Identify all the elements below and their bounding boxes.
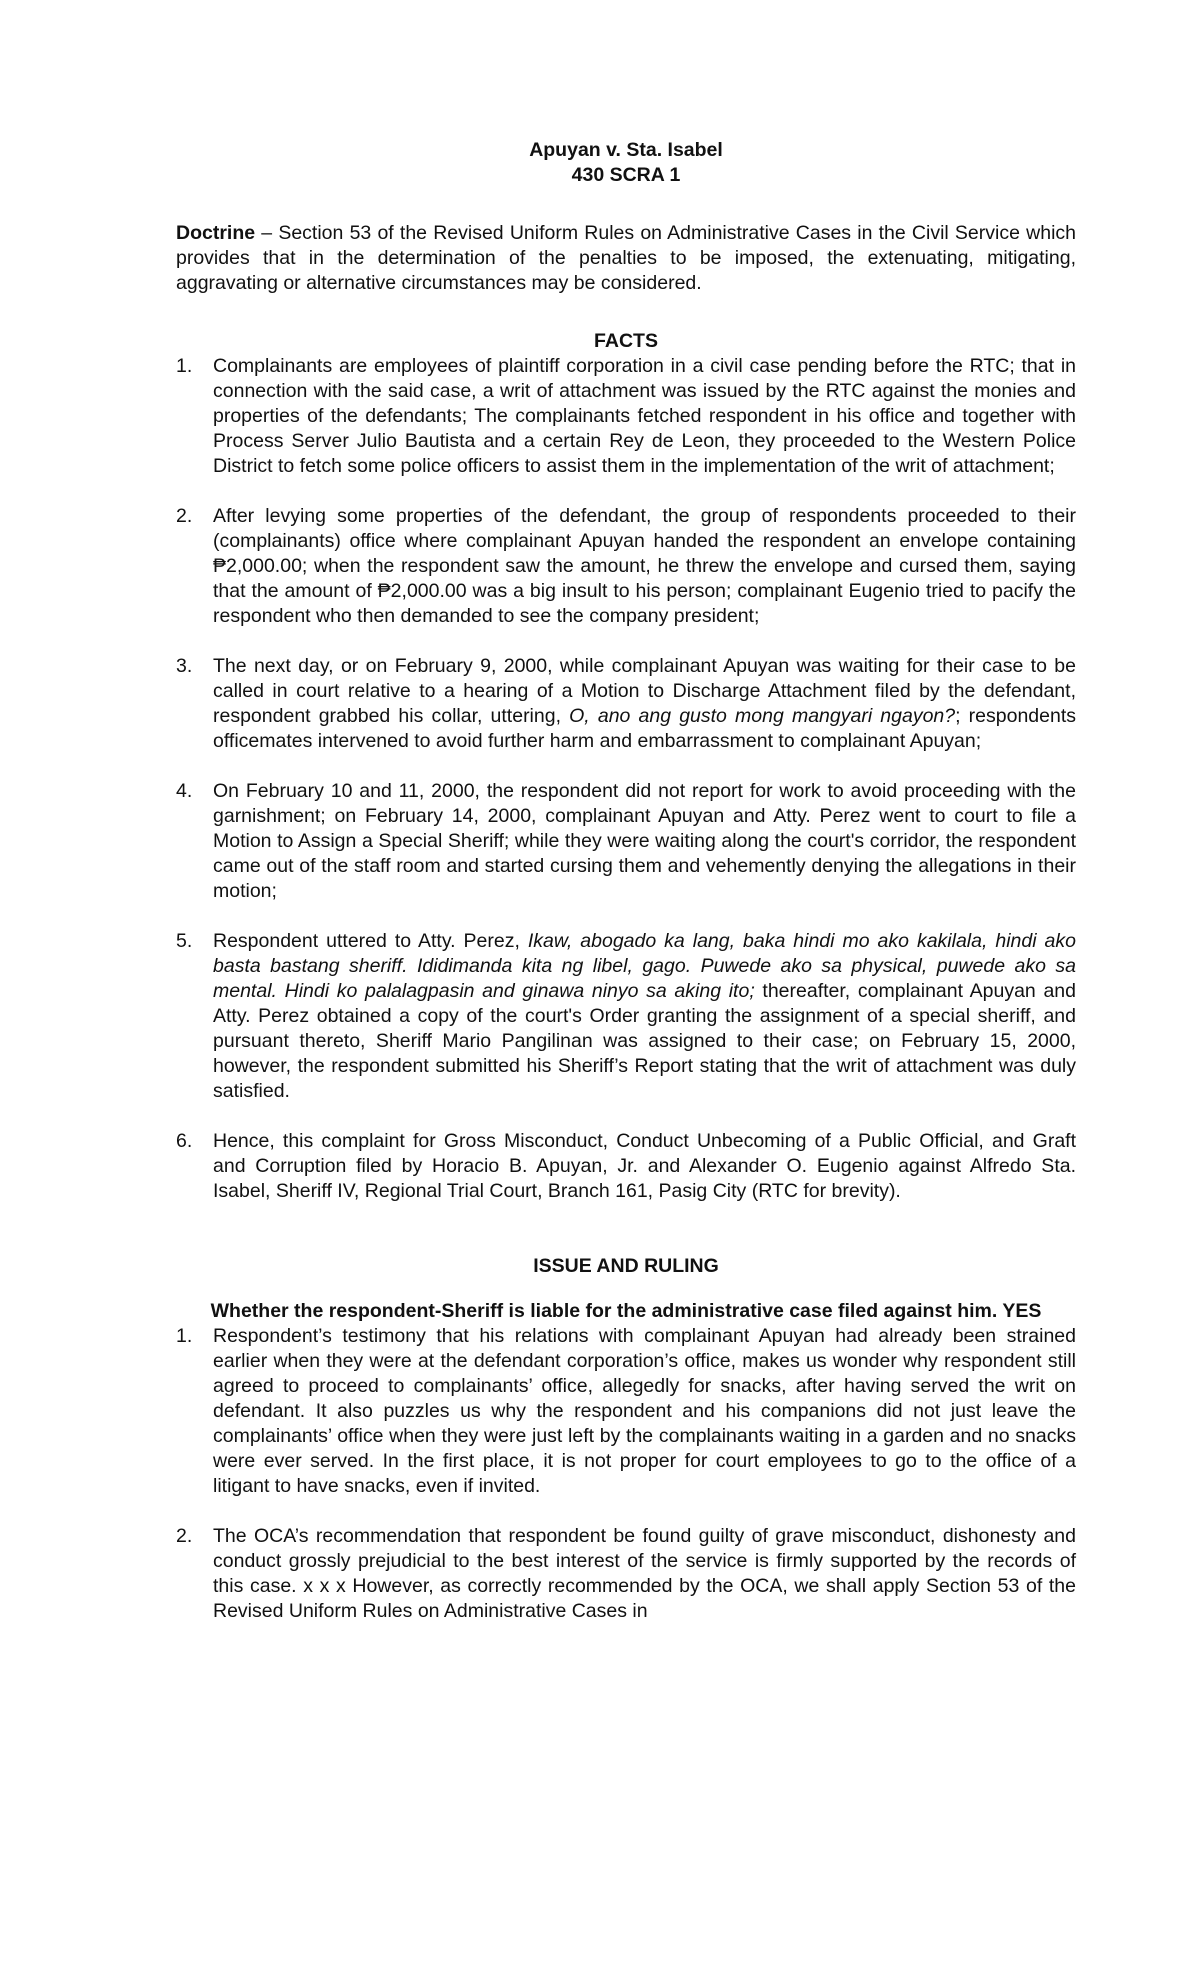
ruling-number: 1. bbox=[176, 1325, 193, 1347]
fact-item bbox=[176, 654, 1076, 754]
fact-number: 3. bbox=[176, 655, 193, 677]
fact-item bbox=[176, 929, 1076, 1104]
fact-item bbox=[176, 354, 1076, 479]
fact-number: 5. bbox=[176, 930, 193, 952]
facts-heading: FACTS bbox=[594, 330, 658, 352]
fact-text: Hence, this complaint for Gross Misconduct, Conduct Unbecoming of a Public Official, and Graft and Corruption filed by Horacio B. Apuyan, Jr. and Alexander O. Eugenio against Alfredo Sta. Isabel, Sheriff IV, Regional Trial Court, Branch 161, Pasig City (RTC for brevity). bbox=[213, 1130, 1076, 1202]
fact-number: 4. bbox=[176, 780, 193, 802]
facts-list bbox=[176, 354, 1076, 1204]
ruling-number: 2. bbox=[176, 1525, 193, 1547]
fact-text: The next day, or on February 9, 2000, while complainant Apuyan was waiting for their case to be called in court relative to a hearing of a Motion to Discharge Attachment filed by the defendant, respondent grabbed his collar, uttering, bbox=[213, 655, 1076, 727]
fact-number: 1. bbox=[176, 355, 193, 377]
ruling-item bbox=[176, 1524, 1076, 1624]
fact-quote: Ikaw, abogado ka lang, baka hindi mo ako kakilala, hindi ako basta bastang sheriff. Ididimanda kita ng libel, gago. Puwede ako sa physical, puwede ako sa mental. Hindi ko palalagpasin and ginawa ninyo sa aking ito; bbox=[213, 930, 1076, 1002]
fact-item bbox=[176, 1129, 1076, 1204]
ruling-text: Respondent’s testimony that his relations with complainant Apuyan had already been strained earlier when they were at the defendant corporation’s office, makes us wonder why respondent still agreed to proceed to complainants’ office, allegedly for snacks, after having served the writ on defendant. It also puzzles us why the respondent and his companions did not just leave the complainants’ office when they were just left by the complainants waiting in a garden and no snacks were ever served. In the first place, it is not proper for court employees to go to the office of a litigant to have snacks, even if invited. bbox=[213, 1325, 1076, 1497]
fact-text: Complainants are employees of plaintiff corporation in a civil case pending before the RTC; that in connection with the said case, a writ of attachment was issued by the RTC against the monies and properties of the defendants; The complainants fetched respondent in his office and together with Process Server Julio Bautista and a certain Rey de Leon, they proceeded to the Western Police District to fetch some police officers to assist them in the implementation of the writ of attachment; bbox=[213, 355, 1076, 477]
ruling-item bbox=[176, 1324, 1076, 1499]
case-citation: 430 SCRA 1 bbox=[571, 164, 681, 186]
fact-text: ; respondents officemates intervened to avoid further harm and embarrassment to complainant Apuyan; bbox=[213, 705, 1076, 752]
fact-number: 6. bbox=[176, 1130, 193, 1152]
ruling-text: The OCA’s recommendation that respondent be found guilty of grave misconduct, dishonesty and conduct grossly prejudicial to the best interest of the service is firmly supported by the records of this case. x x x However, as correctly recommended by the OCA, we shall apply Section 53 of the Revised Uniform Rules on Administrative Cases in bbox=[213, 1525, 1076, 1622]
fact-text: After levying some properties of the defendant, the group of respondents proceeded to their (complainants) office where complainant Apuyan handed the respondent an envelope containing ₱2,000.00; when the respondent saw the amount, he threw the envelope and cursed them, saying that the amount of ₱2,000.00 was a big insult to his person; complainant Eugenio tried to pacify the respondent who then demanded to see the company president; bbox=[213, 505, 1076, 627]
fact-text: On February 10 and 11, 2000, the respondent did not report for work to avoid proceeding with the garnishment; on February 14, 2000, complainant Apuyan and Atty. Perez went to court to file a Motion to Assign a Special Sheriff; while they were waiting along the court's corridor, the respondent came out of the staff room and started cursing them and vehemently denying the allegations in their motion; bbox=[213, 780, 1076, 902]
case-title: Apuyan v. Sta. Isabel bbox=[529, 139, 723, 161]
fact-number: 2. bbox=[176, 505, 193, 527]
fact-item bbox=[176, 779, 1076, 904]
issue-heading: ISSUE AND RULING bbox=[533, 1255, 719, 1277]
ruling-list bbox=[176, 1324, 1076, 1624]
doctrine-text: – Section 53 of the Revised Uniform Rules on Administrative Cases in the Civil Service which provides that in the determination of the penalties to be imposed, the extenuating, mitigating, aggravating or alternative circumstances may be considered. bbox=[176, 222, 1076, 294]
fact-item bbox=[176, 504, 1076, 629]
doctrine-paragraph bbox=[176, 221, 1076, 296]
fact-quote: O, ano ang gusto mong mangyari ngayon? bbox=[569, 705, 956, 727]
issue-question: Whether the respondent-Sheriff is liable for the administrative case filed against him. YES bbox=[210, 1300, 1042, 1322]
fact-text: thereafter, complainant Apuyan and Atty. Perez obtained a copy of the court's Order granting the assignment of a special sheriff, and pursuant thereto, Sheriff Mario Pangilinan was assigned to their case; on February 15, 2000, however, the respondent submitted his Sheriff’s Report stating that the writ of attachment was duly satisfied. bbox=[213, 980, 1076, 1102]
fact-text: Respondent uttered to Atty. Perez, bbox=[213, 930, 528, 952]
doctrine-label: Doctrine bbox=[176, 222, 256, 244]
document-page bbox=[176, 138, 1076, 1649]
